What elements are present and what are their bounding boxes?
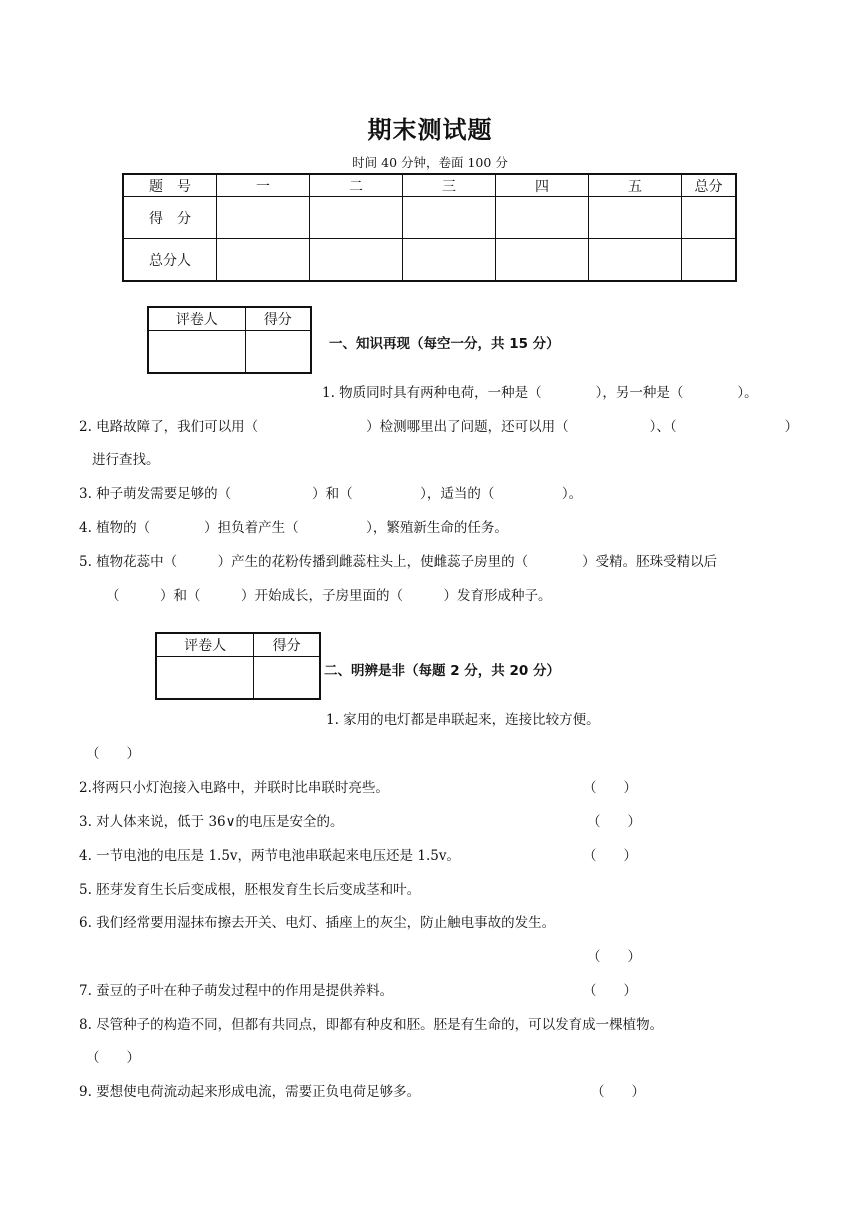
grader-score-label: 得分	[245, 307, 311, 331]
tf-question-5: 5. 胚芽发育生长后变成根，胚根发育生长后变成茎和叶。	[79, 882, 421, 898]
answer-blank[interactable]: （ ）	[591, 1084, 645, 1100]
section-heading-2: 二、明辨是非（每题 2 分，共 20 分）	[324, 663, 560, 679]
exam-info: 时间 40 分钟，卷面 100 分	[352, 155, 508, 170]
header-cell: 总分	[682, 174, 737, 197]
question-1-3: 3. 种子萌发需要足够的（ ）和（ ），适当的（ ）。	[79, 486, 583, 502]
header-cell: 二	[310, 174, 403, 197]
question-1-5-cont: （ ）和（ ）开始成长，子房里面的（ ）发育形成种子。	[106, 588, 552, 604]
tf-question-1: 1. 家用的电灯都是串联起来，连接比较方便。	[326, 712, 600, 728]
question-1-2-cont: 进行查找。	[92, 452, 160, 468]
score-cell[interactable]	[310, 197, 403, 239]
score-cell[interactable]	[682, 239, 737, 282]
tf-question-7: 7. 蚕豆的子叶在种子萌发过程中的作用是提供养料。	[79, 983, 394, 999]
grader-label: 评卷人	[148, 307, 245, 331]
score-cell[interactable]	[217, 239, 310, 282]
scorer-row	[123, 239, 736, 282]
score-cell[interactable]	[682, 197, 737, 239]
grader-box-1	[147, 306, 312, 374]
header-cell: 四	[496, 174, 589, 197]
question-1-5: 5. 植物花蕊中（ ）产生的花粉传播到雌蕊柱头上，使雌蕊子房里的（ ）受精。胚珠受精以后	[79, 554, 718, 570]
question-1-4: 4. 植物的（ ）担负着产生（ ），繁殖新生命的任务。	[79, 520, 508, 536]
grader-cell[interactable]	[148, 331, 245, 374]
tf-question-9: 9. 要想使电荷流动起来形成电流，需要正负电荷足够多。	[79, 1084, 421, 1100]
grader-label: 评卷人	[156, 633, 254, 657]
score-cell[interactable]	[496, 239, 589, 282]
score-cell[interactable]	[403, 239, 496, 282]
question-1-2: 2. 电路故障了，我们可以用（ ）检测哪里出了问题，还可以用（ ）、（ ）	[79, 419, 799, 435]
score-cell[interactable]	[310, 239, 403, 282]
answer-blank[interactable]: （ ）	[583, 848, 637, 864]
header-cell: 一	[217, 174, 310, 197]
score-cell[interactable]	[589, 197, 682, 239]
answer-blank[interactable]: （ ）	[587, 814, 641, 830]
answer-blank[interactable]: （ ）	[86, 746, 140, 762]
row-label: 得 分	[123, 197, 217, 239]
score-table-header-row	[123, 174, 736, 197]
score-cell[interactable]	[496, 197, 589, 239]
grader-score-label: 得分	[254, 633, 320, 657]
score-cell[interactable]	[589, 239, 682, 282]
tf-question-6: 6. 我们经常要用湿抹布擦去开关、电灯、插座上的灰尘，防止触电事故的发生。	[79, 915, 556, 931]
tf-question-3: 3. 对人体来说，低于 36∨的电压是安全的。	[79, 814, 344, 830]
score-table	[122, 173, 737, 282]
page-title: 期末测试题	[367, 116, 493, 144]
header-cell: 三	[403, 174, 496, 197]
header-cell: 五	[589, 174, 682, 197]
grader-cell[interactable]	[156, 657, 254, 700]
grader-score-cell[interactable]	[254, 657, 320, 700]
row-label: 总分人	[123, 239, 217, 282]
header-cell: 题 号	[123, 174, 217, 197]
section-heading-1: 一、知识再现（每空一分，共 15 分）	[329, 336, 560, 352]
question-1-1: 1. 物质同时具有两种电荷，一种是（ ），另一种是（ ）。	[322, 385, 758, 401]
score-row	[123, 197, 736, 239]
tf-question-2: 2.将两只小灯泡接入电路中，并联时比串联时亮些。	[79, 780, 389, 796]
score-cell[interactable]	[403, 197, 496, 239]
answer-blank[interactable]: （ ）	[583, 780, 637, 796]
grader-box-2	[155, 632, 321, 700]
score-cell[interactable]	[217, 197, 310, 239]
answer-blank[interactable]: （ ）	[86, 1050, 140, 1066]
answer-blank[interactable]: （ ）	[587, 949, 641, 965]
answer-blank[interactable]: （ ）	[583, 983, 637, 999]
grader-score-cell[interactable]	[245, 331, 311, 374]
tf-question-8: 8. 尽管种子的构造不同，但都有共同点，即都有种皮和胚。胚是有生命的，可以发育成一棵植物。	[79, 1017, 664, 1033]
tf-question-4: 4. 一节电池的电压是 1.5v，两节电池串联起来电压还是 1.5v。	[79, 848, 460, 864]
